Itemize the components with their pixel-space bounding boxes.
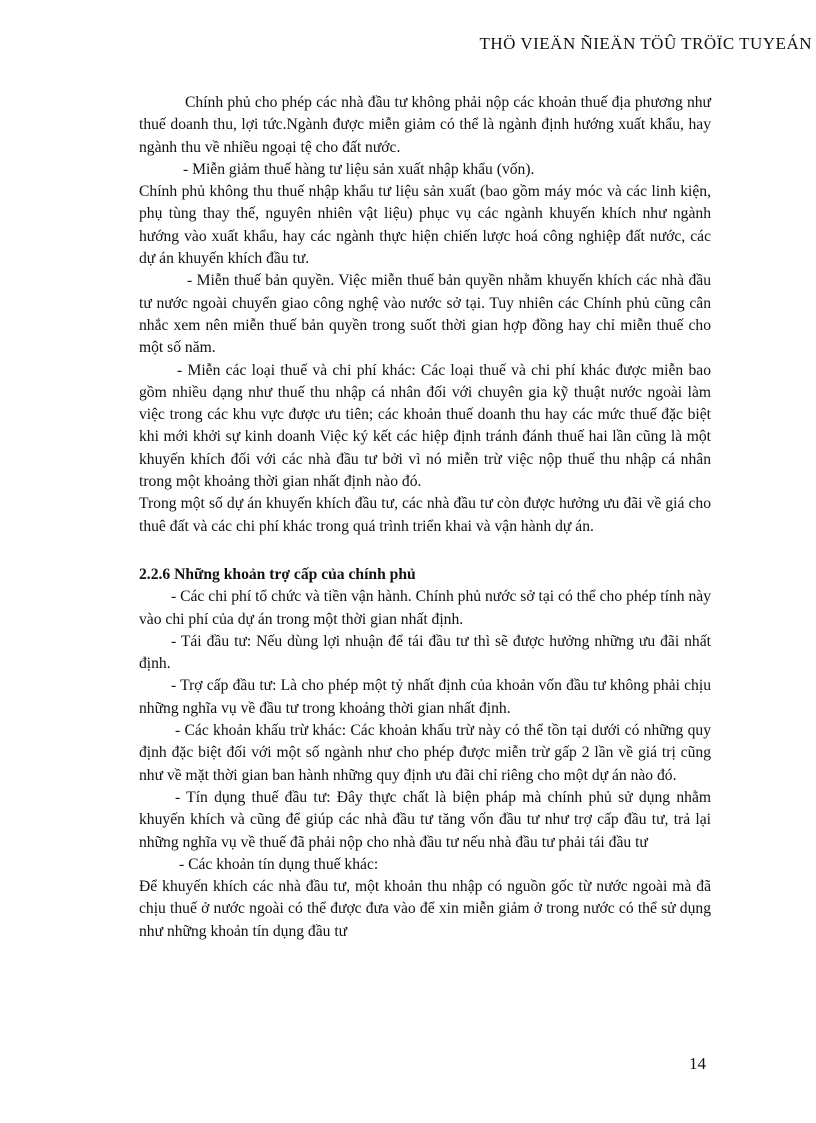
paragraph: - Các chi phí tổ chức và tiền vận hành. Chính phủ nước sở tại có thể cho phép tính này vào chi phí của dự án trong một thời gian nhất định.	[139, 588, 711, 628]
paragraph: Để khuyến khích các nhà đầu tư, một khoản thu nhập có nguồn gốc từ nước ngoài mà đã chịu thuế ở nước ngoài có thể được đưa vào để xin miễn giảm ở trong nước có thể sử dụng như những khoản tín dụng đầu tư	[139, 878, 711, 940]
paragraph: Trong một số dự án khuyến khích đầu tư, các nhà đầu tư còn được hưởng ưu đãi về giá cho thuê đất và các chi phí khác trong quá trình triển khai và vận hành dự án.	[139, 495, 711, 535]
page-number: 14	[689, 1054, 706, 1073]
page-body	[139, 92, 711, 943]
paragraph: - Tín dụng thuế đầu tư: Đây thực chất là biện pháp mà chính phủ sử dụng nhằm khuyến khích và cũng để giúp các nhà đầu tư tăng vốn đầu tư như trợ cấp đầu tư, trả lại những nghĩa vụ về thuế đã phải nộp cho nhà đầu tư nếu nhà đầu tư phải tái đầu tư	[139, 788, 711, 851]
paragraph: - Miễn giảm thuế hàng tư liệu sản xuất nhập khẩu (vốn).	[183, 160, 535, 178]
paragraph: - Trợ cấp đầu tư: Là cho phép một tỷ nhất định của khoản vốn đầu tư không phải chịu những nghĩa vụ về đầu tư trong khoảng thời gian nhất định.	[139, 677, 711, 717]
paragraph: - Tái đầu tư: Nếu dùng lợi nhuận để tái đầu tư thì sẽ được hưởng những ưu đãi nhất định.	[139, 632, 711, 673]
paragraph: - Miễn các loại thuế và chi phí khác: Các loại thuế và chi phí khác được miễn bao gồm nhiều dạng như thuế thu nhập cá nhân đối với chuyên gia kỹ thuật nước ngoài làm việc trong các khu vực được ưu tiên; các khoản thuế doanh thu hay các mức thuế đặc biệt khi mới khởi sự kinh doanh Việc ký kết các hiệp định tránh đánh thuế hai lần cũng là một khuyến khích đối với các nhà đầu tư bởi vì nó miễn trừ việc nộp thuế thu nhập cá nhân trong một khoảng thời gian nhất định nào đó.	[139, 361, 711, 491]
spacer	[139, 538, 711, 564]
paragraph: - Các khoản tín dụng thuế khác:	[179, 855, 379, 873]
section-heading: 2.2.6 Những khoản trợ cấp của chính phủ	[139, 565, 416, 583]
paragraph: Chính phủ không thu thuế nhập khẩu tư liệu sản xuất (bao gồm máy móc và các linh kiện, phụ tùng thay thế, nguyên nhiên vật liệu) phục vụ các ngành khuyến khích như ngành hướng vào xuất khẩu, hay các ngành thực hiện chiến lược hoá công nghiệp đất nước, các dự án khuyến khích đầu tư.	[139, 183, 711, 268]
running-header: THÖ VIEÄN ÑIEÄN TÖÛ TRÖÏC TUYEÁN	[479, 34, 812, 53]
paragraph: - Các khoản khấu trừ khác: Các khoản khấu trừ này có thể tồn tại dưới có những quy định đặc biệt đối với một số ngành như cho phép được miễn trừ gấp 2 lần về giá trị cũng như về mặt thời gian ban hành những quy định ưu đãi chỉ riêng cho một dự án nào đó.	[139, 722, 711, 784]
paragraph: Chính phủ cho phép các nhà đầu tư không phải nộp các khoản thuế địa phương như thuế doanh thu, lợi tức.Ngành được miễn giảm có thể là ngành định hướng xuất khẩu, hay ngành thu về nhiều ngoại tệ cho đất nước.	[139, 94, 711, 156]
paragraph: - Miễn thuế bản quyền. Việc miễn thuế bản quyền nhằm khuyến khích các nhà đầu tư nước ngoài chuyển giao công nghệ vào nước sở tại. Tuy nhiên các Chính phủ cũng cân nhắc xem nên miễn thuế bản quyền trong suốt thời gian hợp đồng hay chỉ miễn thuế cho một số năm.	[139, 272, 711, 357]
